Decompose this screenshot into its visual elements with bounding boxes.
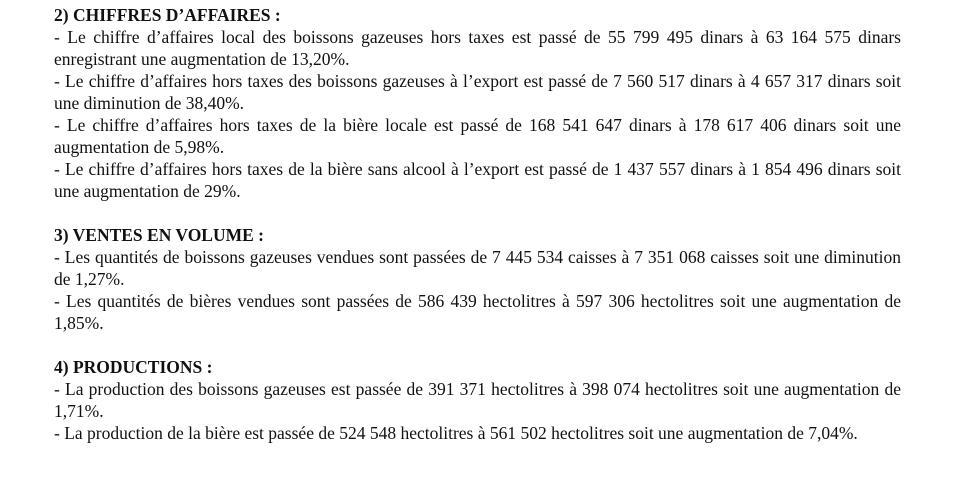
paragraph: - Le chiffre d’affaires local des boissons gazeuses hors taxes est passé de 55 799 495 dinars à 63 164 575 dinars enregistrant une augmentation de 13,20%. — [54, 27, 901, 69]
section-heading: 3) VENTES EN VOLUME : — [54, 225, 265, 245]
section-productions — [54, 356, 901, 444]
paragraph: - Le chiffre d’affaires hors taxes de la bière sans alcool à l’export est passé de 1 437 557 dinars à 1 854 496 dinars soit une augmentation de 29%. — [54, 159, 901, 201]
paragraph: - Le chiffre d’affaires hors taxes de la bière locale est passé de 168 541 647 dinars à 178 617 406 dinars soit une augmentation de 5,98%. — [54, 115, 901, 157]
section-heading: 2) CHIFFRES D’AFFAIRES : — [54, 5, 281, 25]
paragraph: - La production des boissons gazeuses est passée de 391 371 hectolitres à 398 074 hectolitres soit une augmentation de 1,71%. — [54, 379, 901, 421]
paragraph: - La production de la bière est passée de 524 548 hectolitres à 561 502 hectolitres soit une augmentation de 7,04%. — [54, 423, 858, 443]
section-ventes-en-volume — [54, 224, 901, 334]
section-chiffres-affaires — [54, 4, 901, 202]
paragraph: - Le chiffre d’affaires hors taxes des boissons gazeuses à l’export est passé de 7 560 517 dinars à 4 657 317 dinars soit une diminution de 38,40%. — [54, 71, 901, 113]
document-page — [54, 4, 901, 466]
section-heading: 4) PRODUCTIONS : — [54, 357, 213, 377]
paragraph: - Les quantités de boissons gazeuses vendues sont passées de 7 445 534 caisses à 7 351 068 caisses soit une diminution de 1,27%. — [54, 247, 901, 289]
paragraph: - Les quantités de bières vendues sont passées de 586 439 hectolitres à 597 306 hectolitres soit une augmentation de 1,85%. — [54, 291, 901, 333]
